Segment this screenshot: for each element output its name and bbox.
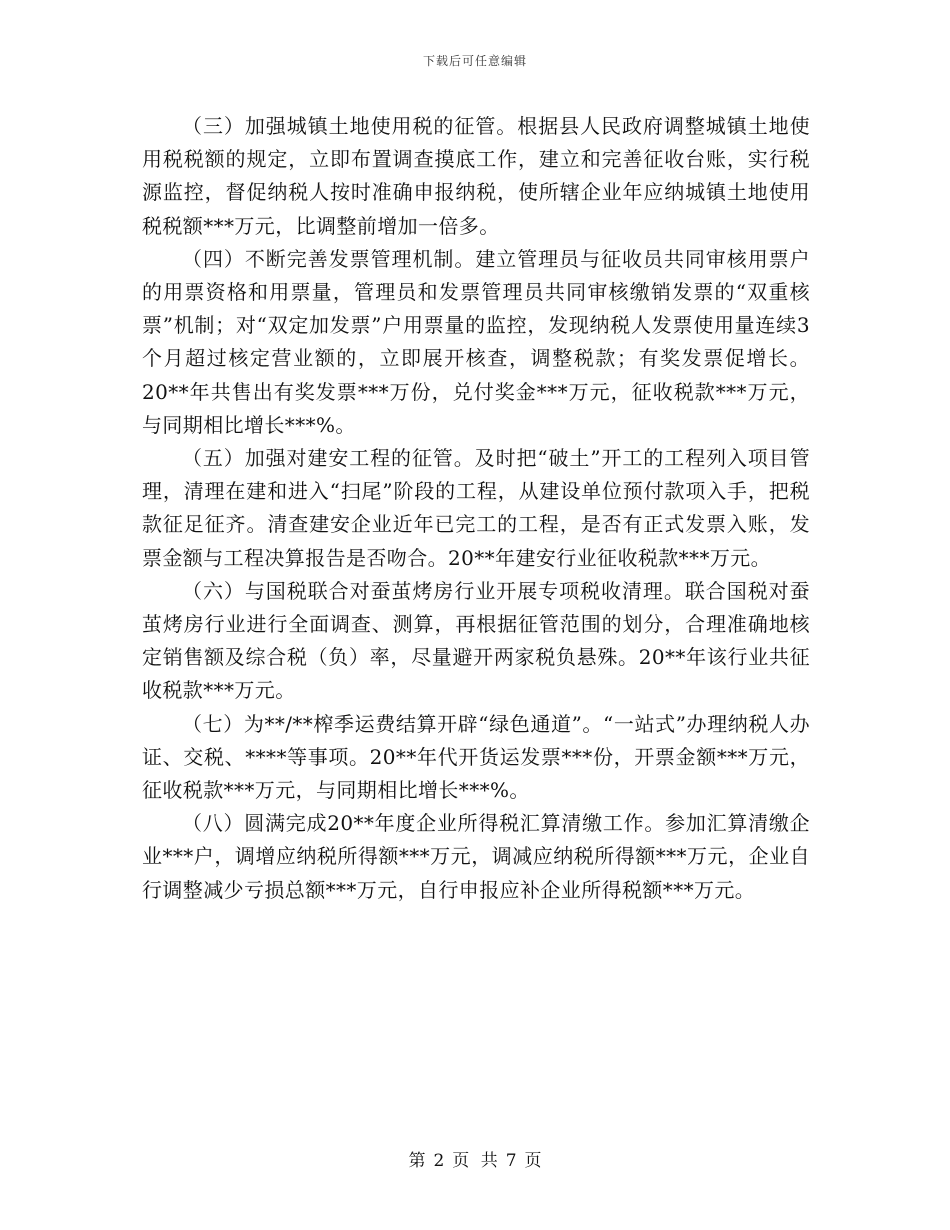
header-text: 下载后可任意编辑 [422, 54, 527, 68]
footer-total-pages: 7 [505, 1151, 517, 1171]
paragraph-silkworm-cocoon: （六）与国税联合对蚕茧烤房行业开展专项税收清理。联合国税对蚕茧烤房行业进行全面调查、测算，再根据征管范围的划分，合理准确地核定销售额及综合税（负）率，尽量避开两家税负悬殊。20**年该行业共征收税款***万元。 [142, 578, 810, 703]
footer-prefix: 第 [408, 1151, 426, 1171]
footer-page-number: 2 [433, 1151, 445, 1171]
document-body [142, 110, 810, 907]
footer-mid: 页 共 [452, 1151, 498, 1171]
paragraph-invoice-management: （四）不断完善发票管理机制。建立管理员与征收员共同审核用票户的用票资格和用票量，管理员和发票管理员共同审核缴销发票的“双重核票”机制；对“双定加发票”户用票量的监控，发现纳税人发票使用量连续3个月超过核定营业额的，立即展开核查，调整税款；有奖发票促增长。20**年共售出有奖发票***万份，兑付奖金***万元，征收税款***万元，与同期相比增长***%。 [142, 246, 810, 437]
page-footer [0, 1146, 950, 1171]
paragraph-income-tax: （八）圆满完成20**年度企业所得税汇算清缴工作。参加汇算清缴企业***户，调增应纳税所得额***万元，调减应纳税所得额***万元，企业自行调整减少亏损总额***万元，自行申报应补企业所得税额***万元。 [142, 811, 810, 902]
page-header [0, 52, 950, 69]
footer-suffix: 页 [524, 1151, 542, 1171]
paragraph-construction-tax: （五）加强对建安工程的征管。及时把“破土”开工的工程列入项目管理，清理在建和进入“扫尾”阶段的工程，从建设单位预付款项入手，把税款征足征齐。清查建安企业近年已完工的工程，是否有正式发票入账，发票金额与工程决算报告是否吻合。20**年建安行业征收税款***万元。 [142, 446, 810, 570]
paragraph-land-use-tax: （三）加强城镇土地使用税的征管。根据县人民政府调整城镇土地使用税税额的规定，立即布置调查摸底工作，建立和完善征收台账，实行税源监控，督促纳税人按时准确申报纳税，使所辖企业年应纳城镇土地使用税税额***万元，比调整前增加一倍多。 [142, 114, 810, 238]
paragraph-green-channel: （七）为**/**榨季运费结算开辟“绿色通道”。“一站式”办理纳税人办证、交税、****等事项。20**年代开货运发票***份，开票金额***万元，征收税款***万元，与同期相比增长***%。 [142, 711, 810, 803]
